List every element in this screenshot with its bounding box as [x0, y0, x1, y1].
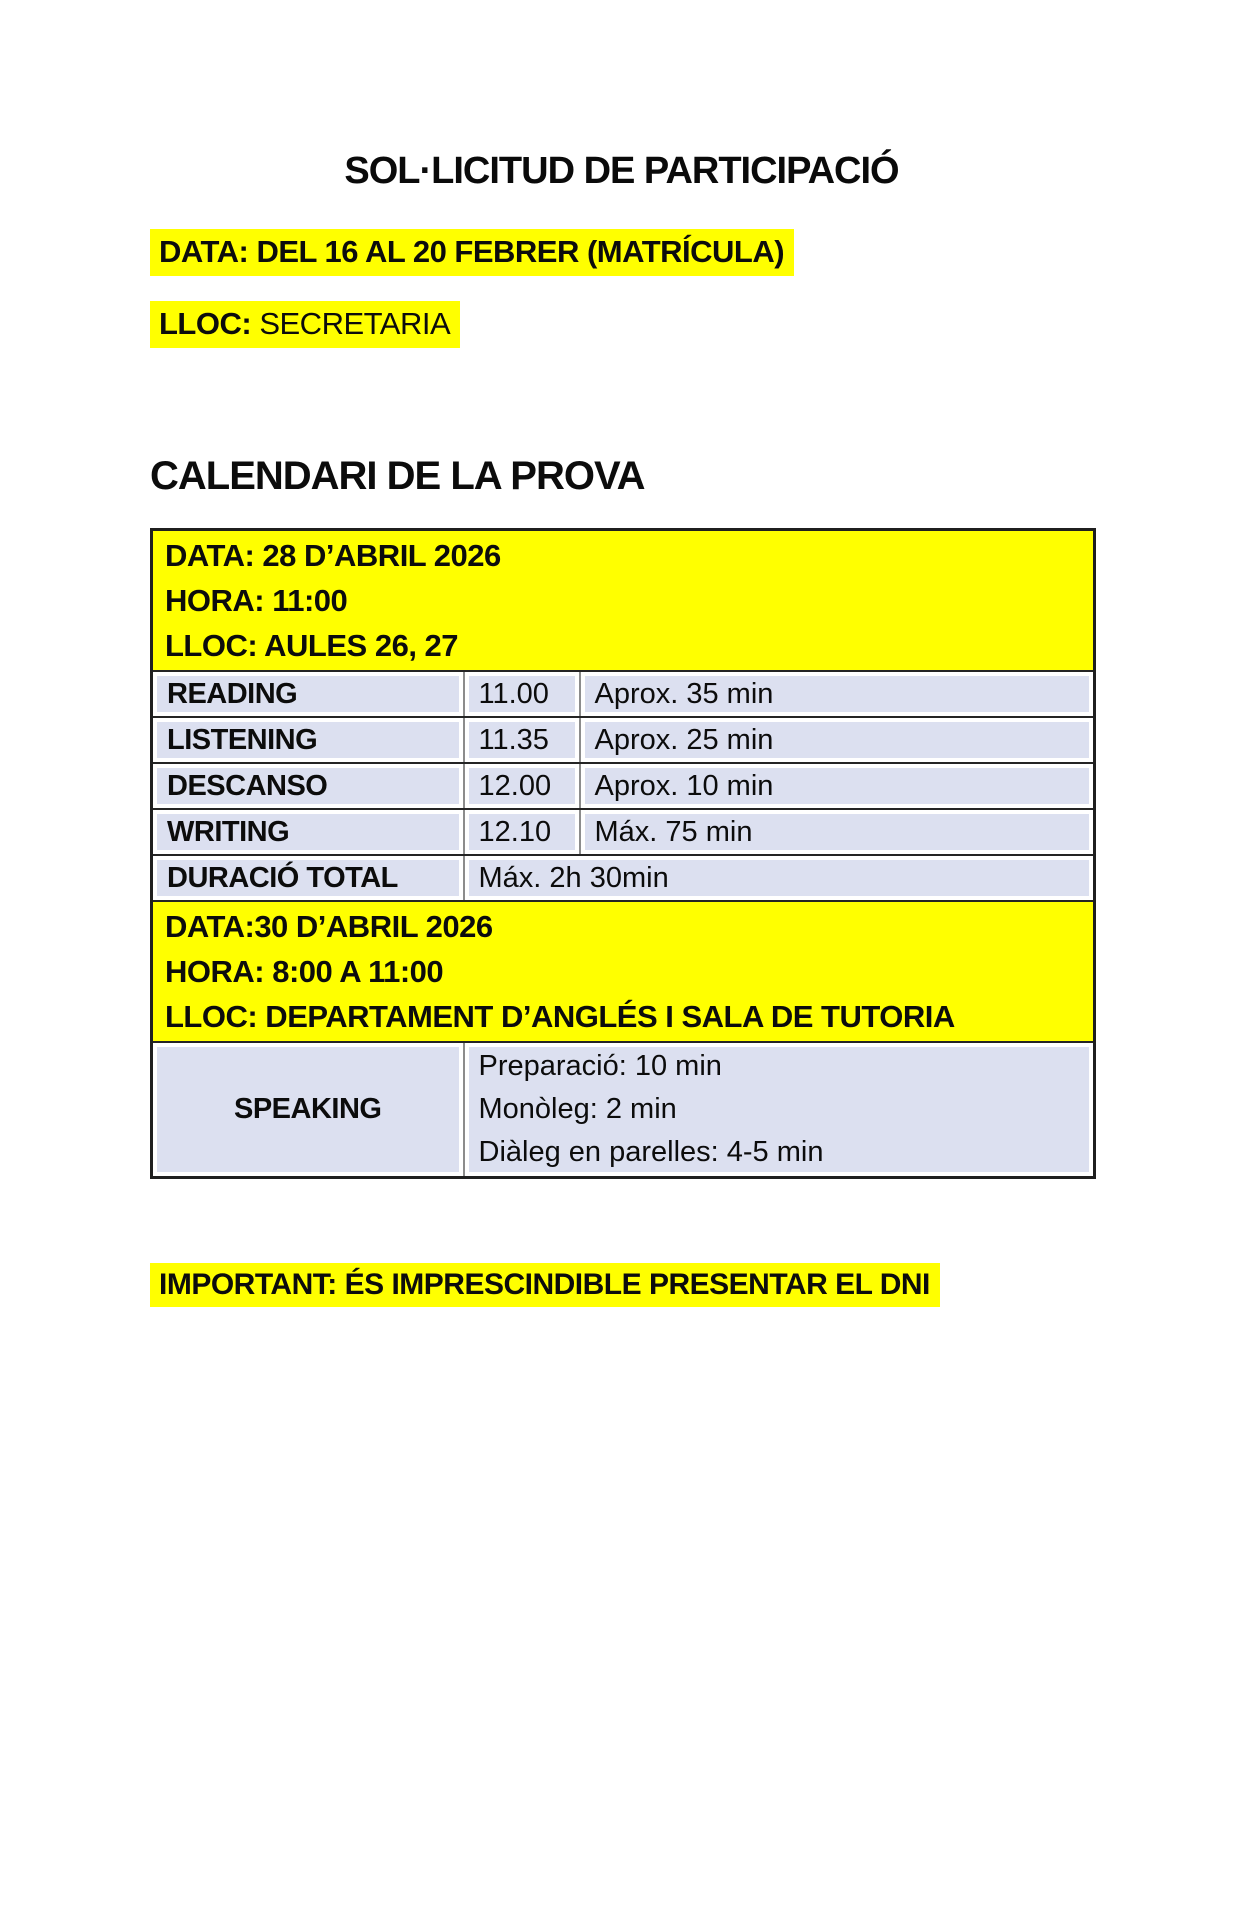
writing-activity: WRITING	[152, 809, 464, 855]
total-duration-label: DURACIÓ TOTAL	[152, 855, 464, 901]
reading-activity: READING	[152, 671, 464, 717]
important-note-highlight: IMPORTANT: ÉS IMPRESCINDIBLE PRESENTAR EL DNI	[150, 1263, 940, 1307]
session2-time: HORA: 8:00 A 11:00	[165, 954, 444, 989]
descanso-time: 12.00	[464, 763, 580, 809]
session1-date: DATA: 28 D’ABRIL 2026	[165, 538, 501, 573]
speaking-detail-preparation: Preparació: 10 min	[478, 1050, 722, 1082]
speaking-details-cell	[464, 1042, 1095, 1178]
writing-duration: Máx. 75 min	[580, 809, 1095, 855]
speaking-detail-dialogue: Diàleg en parelles: 4-5 min	[478, 1136, 824, 1168]
registration-date-label: DATA:	[159, 234, 249, 269]
registration-location-text: SECRETARIA	[259, 306, 451, 341]
registration-location-label: LLOC:	[159, 306, 252, 341]
session2-header-cell	[152, 901, 1095, 1042]
document-page	[150, 150, 1093, 1307]
table-row-listening	[152, 717, 1095, 763]
listening-time: 11.35	[464, 717, 580, 763]
exam-calendar-table	[150, 528, 1096, 1179]
listening-activity: LISTENING	[152, 717, 464, 763]
table-row-speaking	[152, 1042, 1095, 1178]
speaking-detail-monologue: Monòleg: 2 min	[478, 1093, 677, 1125]
registration-date-text: DEL 16 AL 20 FEBRER (MATRÍCULA)	[256, 234, 785, 269]
important-note-line	[150, 1263, 1093, 1307]
speaking-label: SPEAKING	[152, 1042, 464, 1178]
registration-location-highlight	[150, 301, 460, 348]
table-row-descanso	[152, 763, 1095, 809]
total-duration-value: Máx. 2h 30min	[464, 855, 1095, 901]
writing-time: 12.10	[464, 809, 580, 855]
session2-place: LLOC: DEPARTAMENT D’ANGLÉS I SALA DE TUTORIA	[165, 999, 955, 1034]
calendar-heading: CALENDARI DE LA PROVA	[150, 454, 645, 498]
session1-place: LLOC: AULES 26, 27	[165, 628, 459, 663]
table-row-session1-header	[152, 530, 1095, 672]
registration-date-line	[150, 229, 1093, 276]
reading-duration: Aprox. 35 min	[580, 671, 1095, 717]
registration-location-line	[150, 301, 1093, 348]
session1-time: HORA: 11:00	[165, 583, 348, 618]
session1-header-cell	[152, 530, 1095, 672]
table-row-session2-header	[152, 901, 1095, 1042]
descanso-duration: Aprox. 10 min	[580, 763, 1095, 809]
table-row-writing	[152, 809, 1095, 855]
reading-time: 11.00	[464, 671, 580, 717]
registration-date-highlight	[150, 229, 794, 276]
listening-duration: Aprox. 25 min	[580, 717, 1095, 763]
table-row-reading	[152, 671, 1095, 717]
table-row-total-duration	[152, 855, 1095, 901]
descanso-activity: DESCANSO	[152, 763, 464, 809]
page-title: SOL·LICITUD DE PARTICIPACIÓ	[344, 150, 899, 192]
session2-date: DATA:30 D’ABRIL 2026	[165, 909, 493, 944]
